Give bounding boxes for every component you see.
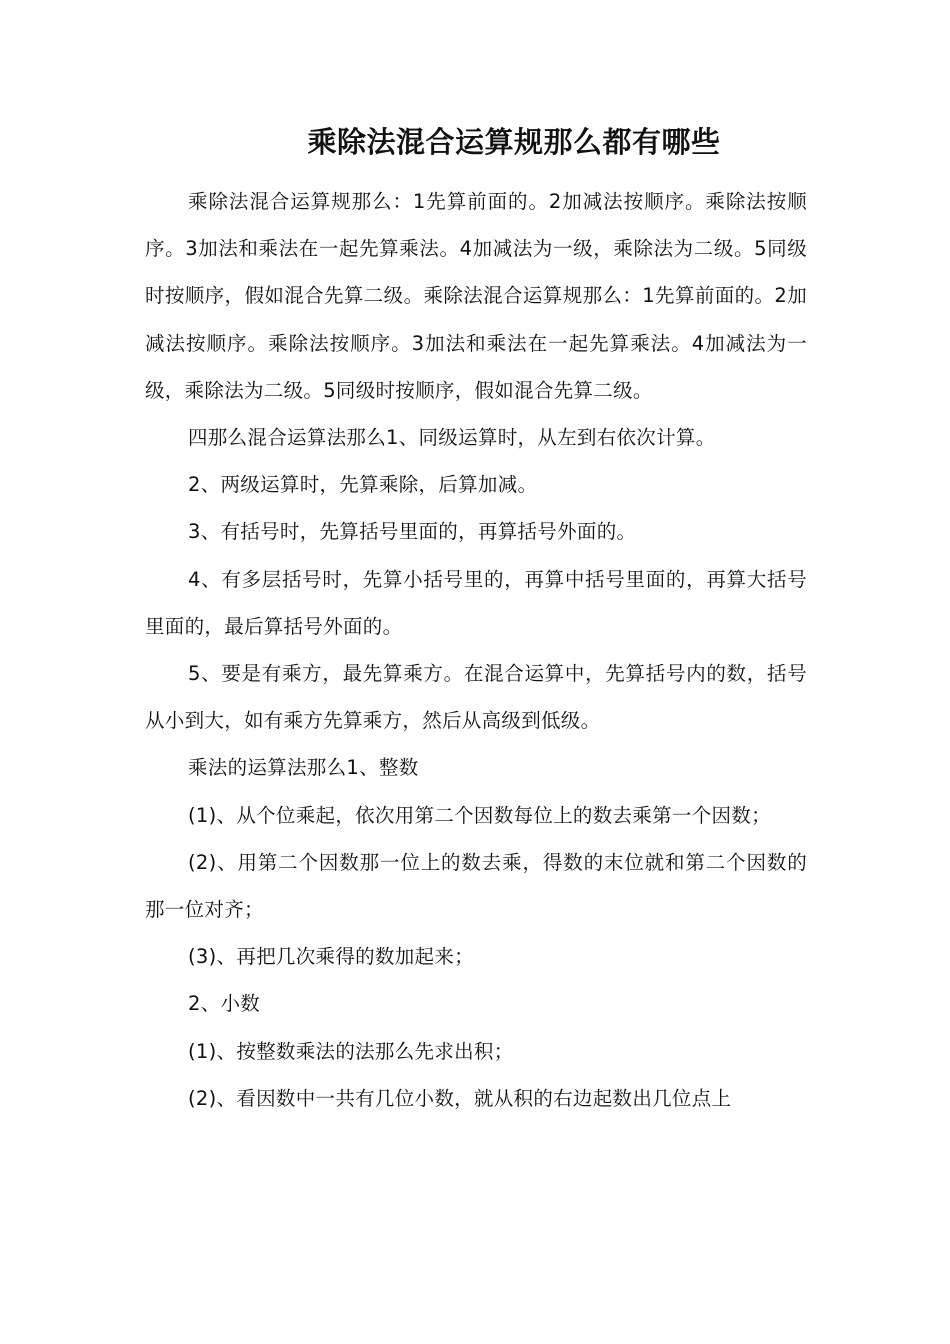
paragraph-multiplication-heading: 乘法的运算法那么1、整数 xyxy=(188,756,419,780)
paragraph-decimal-heading: 2、小数 xyxy=(188,992,261,1016)
paragraph-integer-step-2: (2)、用第二个因数那一位上的数去乘，得数的末位就和第二个因数的那一位对齐； xyxy=(145,850,807,922)
paragraph-integer-step-1: (1)、从个位乘起，依次用第二个因数每位上的数去乘第一个因数； xyxy=(188,803,771,827)
paragraph-decimal-step-1: (1)、按整数乘法的法那么先求出积； xyxy=(188,1039,514,1063)
paragraph-four-rules-5: 5、要是有乘方，最先算乘方。在混合运算中，先算括号内的数，括号从小到大，如有乘方先算乘方，然后从高级到低级。 xyxy=(145,662,807,733)
document-body xyxy=(145,178,807,1122)
document-title: 乘除法混合运算规那么都有哪些 xyxy=(307,125,721,159)
paragraph-four-rules-1: 四那么混合运算法那么1、同级运算时，从左到右依次计算。 xyxy=(188,426,716,450)
paragraph-four-rules-2: 2、两级运算时，先算乘除，后算加减。 xyxy=(188,473,538,497)
paragraph-integer-step-3: (3)、再把几次乘得的数加起来； xyxy=(188,945,474,969)
paragraph-four-rules-4: 4、有多层括号时，先算小括号里的，再算中括号里面的，再算大括号里面的，最后算括号外面的。 xyxy=(145,567,807,638)
paragraph-rules-summary: 乘除法混合运算规那么：1先算前面的。2加减法按顺序。乘除法按顺序。3加法和乘法在一起先算乘法。4加减法为一级，乘除法为二级。5同级时按顺序，假如混合先算二级。乘除法混合运算规那么：1先算前面的。2加减法按顺序。乘除法按顺序。3加法和乘法在一起先算乘法。4加减法为一级，乘除法为二级。5同级时按顺序，假如混合先算二级。 xyxy=(145,190,807,402)
paragraph-decimal-step-2: (2)、看因数中一共有几位小数，就从积的右边起数出几位点上 xyxy=(188,1086,732,1110)
paragraph-four-rules-3: 3、有括号时，先算括号里面的，再算括号外面的。 xyxy=(188,520,637,544)
